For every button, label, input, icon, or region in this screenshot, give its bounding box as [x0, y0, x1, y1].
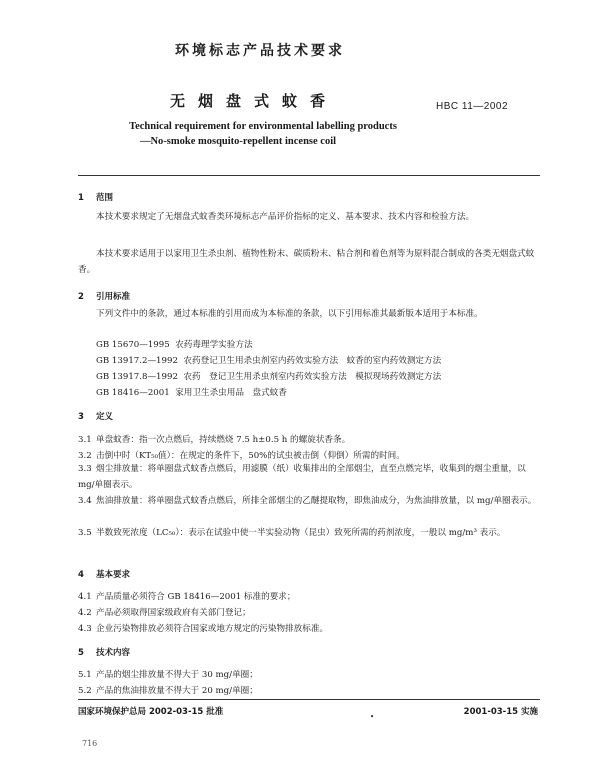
stray-mark: •	[370, 713, 375, 721]
item-number: 3.5	[78, 528, 92, 538]
section-number: 3	[78, 412, 84, 422]
item-number: 3.3	[78, 464, 92, 474]
item-text: 单盘蚊香：指一次点燃后，持续燃烧 7.5 h±0.5 h 的螺旋状香条。	[96, 435, 351, 445]
section-title: 技术内容	[96, 648, 131, 658]
item-number: 3.4	[78, 496, 92, 506]
section-title: 定义	[96, 412, 114, 422]
requirement-item	[78, 606, 251, 618]
item-number: 4.1	[78, 592, 92, 602]
section-1-heading	[78, 191, 113, 203]
item-text: 产品必须取得国家级政府有关部门登记；	[96, 608, 251, 618]
section-3-heading	[78, 410, 113, 422]
definition-item	[78, 433, 350, 445]
section-title: 引用标准	[96, 292, 131, 302]
reference-code: GB 15670—1995	[96, 340, 170, 350]
item-text: 企业污染物排放必须符合国家或地方规定的污染物排放标准。	[96, 624, 329, 634]
reference-name: 家用卫生杀虫用品 盘式蚊香	[175, 388, 287, 398]
requirement-item	[78, 590, 296, 602]
page-number: 716	[82, 739, 98, 748]
reference-code: GB 13917.8—1992	[96, 372, 178, 382]
section-4-heading	[78, 568, 130, 580]
item-text: 半数致死浓度（LC₅₀）：表示在试验中使一半实验动物（昆虫）致死所需的药剂浓度，一般以 mg/m³ 表示。	[96, 528, 506, 538]
approval-note: 国家环境保护总局 2002-03-15 批准	[78, 707, 224, 717]
item-text: 产品的烟尘排放量不得大于 30 mg/单圈；	[96, 670, 258, 680]
section-number: 5	[78, 648, 84, 658]
reference-code: GB 13917.2—1992	[96, 356, 178, 366]
requirement-item	[78, 622, 328, 634]
technical-item	[78, 668, 258, 680]
item-number: 3.1	[78, 435, 92, 445]
section-title: 基本要求	[96, 570, 131, 580]
section-1-paragraph-2: 本技术要求适用于以家用卫生杀虫剂、植物性粉末、碳质粉末、粘合剂和着色剂等为原料混合制成的各类无烟盘式蚊香。	[78, 249, 535, 275]
definition-item	[78, 449, 405, 461]
document-title: 无烟盘式蚊香	[170, 92, 339, 110]
section-5-heading	[78, 646, 130, 658]
section-1-paragraph-1: 本技术要求规定了无烟盘式蚊香类环境标志产品评价指标的定义、基本要求、技术内容和检验方法。	[96, 212, 475, 222]
section-number: 4	[78, 570, 84, 580]
item-number: 3.2	[78, 451, 92, 461]
footer-divider	[78, 699, 540, 700]
section-number: 2	[78, 292, 84, 302]
implementation-date: 2001-03-15 实施	[463, 707, 538, 717]
item-text: 焦油排放量：将单圈盘式蚊香点燃后，所排全部烟尘的乙醚提取物，即焦油成分，为焦油排放量，以 mg/单圈表示。	[96, 496, 537, 506]
item-text: 击倒中时（KT₅₀值）：在规定的条件下，50%的试虫被击倒（仰倒）所需的时间。	[96, 451, 405, 461]
reference-item	[96, 386, 287, 398]
english-title-line-1: Technical requirement for environmental labelling products	[129, 121, 397, 132]
definition-item	[78, 461, 540, 493]
item-number: 4.3	[78, 624, 92, 634]
reference-name: 农药 登记卫生用杀虫剂室内药效实验方法 模拟现场药效测定方法	[183, 372, 442, 382]
definition-item	[78, 525, 540, 541]
section-2-heading	[78, 290, 130, 302]
reference-item	[96, 338, 253, 350]
section-number: 1	[78, 193, 84, 203]
reference-name: 农药毒理学实验方法	[175, 340, 253, 350]
item-text: 烟尘排放量：将单圈盘式蚊香点燃后，用滤膜（纸）收集排出的全部烟尘，直至点燃完毕，收集到的烟尘重量，以 mg/单圈表示。	[78, 464, 526, 490]
reference-item	[96, 354, 441, 366]
reference-name: 农药登记卫生用杀虫剂室内药效实验方法 蚊香的室内药效测定方法	[183, 356, 442, 366]
document-code: HBC 11—2002	[436, 101, 509, 112]
series-title: 环境标志产品技术要求	[175, 43, 345, 59]
technical-item	[78, 684, 258, 696]
item-text: 产品的焦油排放量不得大于 20 mg/单圈；	[96, 686, 258, 696]
english-title-line-2: —No-smoke mosquito-repellent incense coil	[139, 136, 337, 147]
header-divider	[78, 175, 540, 176]
section-title: 范围	[96, 193, 114, 203]
item-text: 产品质量必须符合 GB 18416—2001 标准的要求；	[96, 592, 296, 602]
section-2-intro: 下列文件中的条款，通过本标准的引用而成为本标准的条款，以下引用标准其最新版本适用于本标准。	[96, 309, 483, 319]
reference-item	[96, 370, 441, 382]
item-number: 5.2	[78, 686, 92, 696]
item-number: 5.1	[78, 670, 92, 680]
item-number: 4.2	[78, 608, 92, 618]
reference-code: GB 18416—2001	[96, 388, 170, 398]
definition-item	[78, 493, 540, 509]
